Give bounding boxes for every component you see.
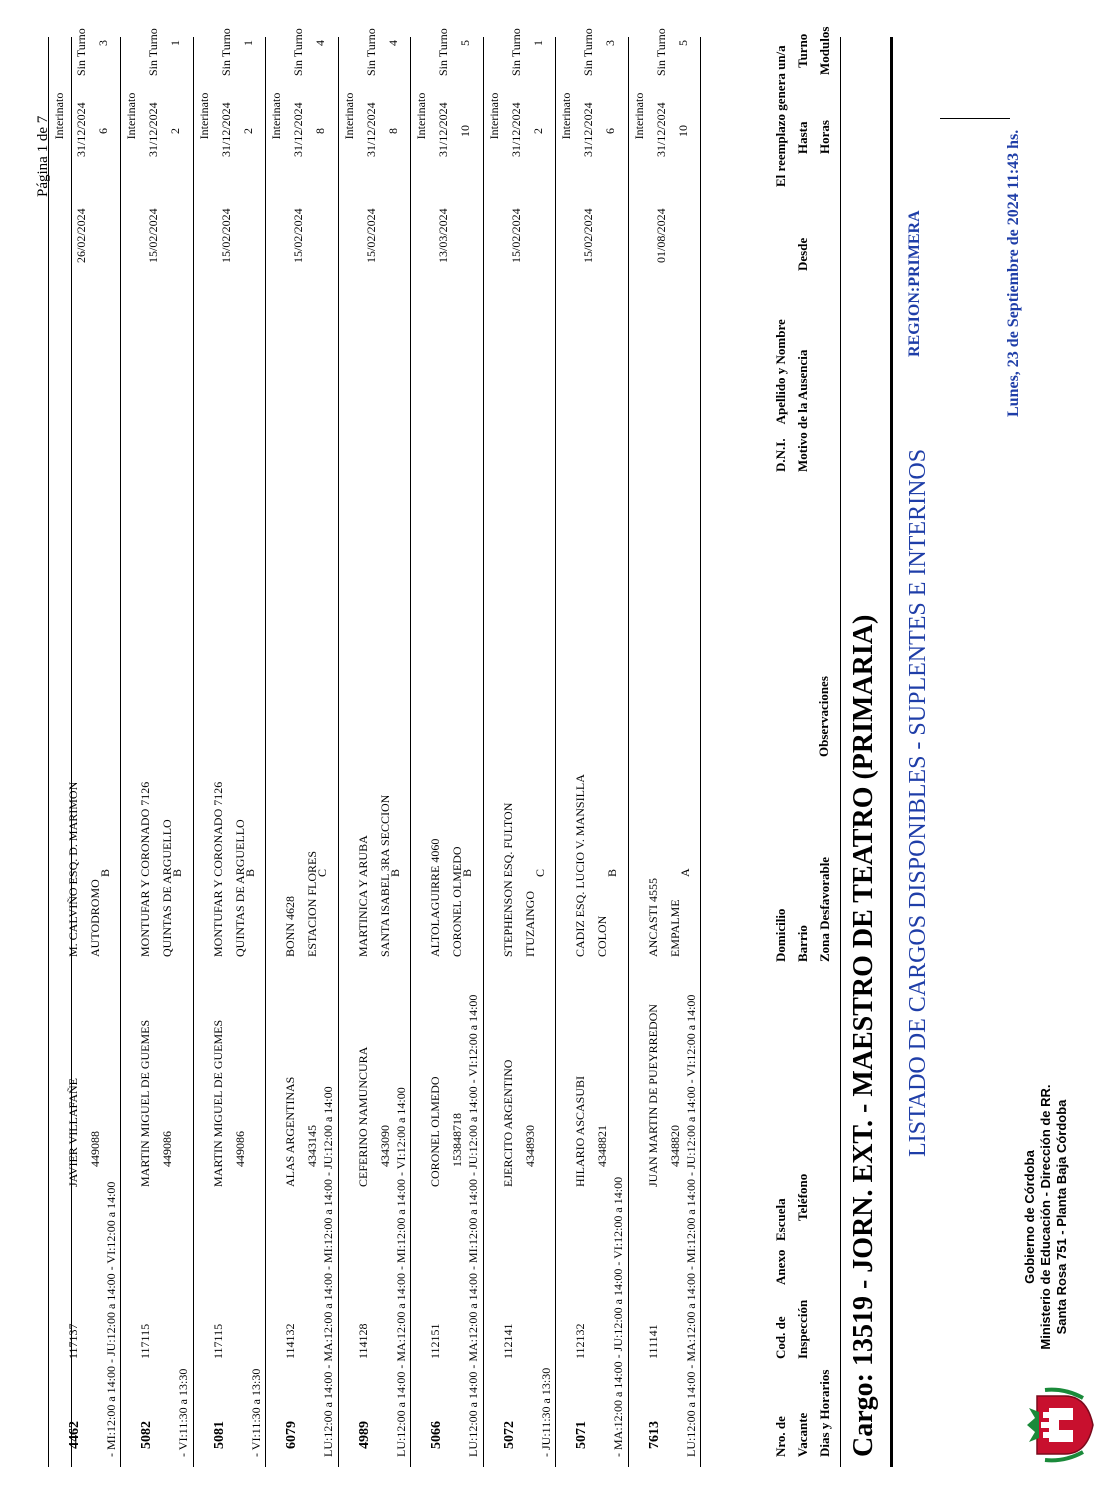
- date-until: 31/12/2024: [291, 102, 305, 157]
- date-from: 15/02/2024: [363, 208, 378, 263]
- date-until: 31/12/2024: [73, 102, 88, 157]
- modules: 5: [458, 40, 472, 46]
- col-reemplazo: El reemplazo genera un/a: [773, 45, 788, 187]
- school-neighborhood: ITUZAINGO: [522, 891, 537, 957]
- hours: 6: [95, 128, 110, 134]
- school-neighborhood: AUTODROMO: [87, 879, 102, 957]
- days-and-hours: LU:12:00 a 14:00 - MA:12:00 a 14:00 - MI:12:00 a 14:00 - JU:12:00 a 14:00 - VI:12:00 a 14:00: [683, 994, 698, 1457]
- col-observaciones: Observaciones: [816, 676, 831, 757]
- school-name: HILARIO ASCASUBI: [573, 1075, 587, 1187]
- date-until: 31/12/2024: [508, 102, 523, 157]
- school-phone: 4348820: [667, 1125, 682, 1167]
- inspection-code: 112132: [573, 1323, 587, 1359]
- org-line-1: Gobierno de Córdoba: [1022, 1150, 1037, 1284]
- unfavorable-zone: C: [532, 868, 547, 877]
- row-separator: [628, 37, 629, 1467]
- modules: 3: [603, 40, 617, 46]
- hours: 6: [603, 128, 617, 134]
- unfavorable-zone: B: [242, 868, 257, 877]
- school-name: JUAN MARTIN DE PUEYRREDON: [645, 1004, 660, 1187]
- school-neighborhood: SANTA ISABEL 3RA SECCION: [377, 794, 392, 957]
- replacement-type: Interinato: [196, 92, 211, 140]
- hours: 10: [458, 125, 472, 137]
- hours: 2: [168, 128, 182, 134]
- report-date: Lunes, 23 de Septiembre de 2024 11:43 hs.: [1005, 129, 1022, 417]
- school-address: CADIZ ESQ. LUCIO V. MANSILLA: [573, 774, 587, 957]
- replacement-type: Interinato: [51, 92, 66, 140]
- date-until: 31/12/2024: [581, 102, 595, 157]
- org-line-3: Santa Rosa 751 - Planta Baja Córdoba: [1054, 1099, 1069, 1335]
- days-and-hours: LU:12:00 a 14:00 - MA:12:00 a 14:00 - MI:12:00 a 14:00 - VI:12:00 a 14:00: [393, 1087, 408, 1457]
- inspection-code: 117137: [65, 1323, 80, 1359]
- unfavorable-zone: B: [605, 868, 619, 877]
- days-and-hours: - VI:11:30 a 13:30: [176, 1368, 190, 1457]
- school-phone: 449086: [232, 1131, 247, 1167]
- school-name: JAVIER VILLAFAÑE: [65, 1077, 80, 1187]
- date-from: 15/02/2024: [508, 208, 523, 263]
- date-until: 31/12/2024: [146, 102, 160, 157]
- school-neighborhood: QUINTAS DE ARGUELLO: [232, 819, 247, 957]
- vacancy-number: 6079: [284, 1421, 299, 1449]
- modules: 1: [240, 40, 255, 46]
- school-name: MARTIN MIGUEL DE GUEMES: [138, 1019, 152, 1187]
- row-separator: [410, 37, 411, 1467]
- page-title: LISTADO DE CARGOS DISPONIBLES - SUPLENTES E INTERINOS: [905, 448, 931, 1157]
- date-from: 15/02/2024: [291, 208, 305, 263]
- date-until: 31/12/2024: [653, 102, 668, 157]
- replacement-type: Interinato: [631, 92, 646, 140]
- unfavorable-zone: B: [387, 868, 402, 877]
- vacancy-number: 5072: [501, 1421, 517, 1449]
- date-from: 15/02/2024: [218, 208, 233, 263]
- unfavorable-zone: C: [315, 868, 329, 877]
- title-rule: [890, 37, 893, 1467]
- modules: 1: [168, 40, 182, 46]
- inspection-code: 112151: [428, 1323, 442, 1359]
- replacement-type: Interinato: [269, 92, 283, 140]
- row-separator: [338, 37, 339, 1467]
- shift: Sin Turno: [291, 28, 305, 76]
- col-domicilio: Domicilio Barrio Zona Desfavorable: [773, 856, 832, 962]
- inspection-code: 117115: [138, 1323, 152, 1359]
- school-neighborhood: CORONEL OLMEDO: [450, 846, 464, 957]
- school-phone: 449088: [87, 1131, 102, 1167]
- replacement-type: Interinato: [559, 92, 573, 140]
- organization-block: [1022, 1057, 1070, 1377]
- date-until: 31/12/2024: [218, 102, 233, 157]
- school-neighborhood: COLON: [595, 915, 609, 957]
- inspection-code: 114128: [355, 1323, 370, 1359]
- school-phone: 449086: [160, 1131, 174, 1167]
- unfavorable-zone: B: [460, 868, 474, 877]
- school-name: CORONEL OLMEDO: [428, 1076, 442, 1187]
- modules: 5: [675, 40, 690, 46]
- row-separator: [48, 37, 49, 1467]
- school-address: MONTUFAR Y CORONADO 7126: [138, 781, 152, 957]
- date-from: 15/02/2024: [581, 208, 595, 263]
- row-separator: [265, 37, 266, 1467]
- org-line-2: Ministerio de Educación - Dirección de RR.: [1038, 1084, 1053, 1350]
- school-phone: 4348930: [522, 1125, 537, 1167]
- hours: 8: [385, 128, 400, 134]
- days-and-hours: - JU:11:30 a 13:30: [538, 1367, 553, 1457]
- shift: Sin Turno: [73, 28, 88, 76]
- date-from: 13/03/2024: [436, 208, 450, 263]
- shift: Sin Turno: [218, 28, 233, 76]
- school-address: BONN 4628: [283, 895, 297, 957]
- col-nro-vacante: Nro. de Vacante: [773, 1412, 810, 1457]
- school-name: MARTIN MIGUEL DE GUEMES: [210, 1019, 225, 1187]
- date-from: 15/02/2024: [146, 208, 160, 263]
- modules: 4: [313, 40, 327, 46]
- replacement-type: Interinato: [341, 92, 356, 140]
- col-cod-inspeccion: Cod. de Inspección: [773, 1299, 810, 1359]
- unfavorable-zone: B: [97, 868, 112, 877]
- header-divider: [940, 118, 1010, 119]
- vacancy-number: 4989: [356, 1421, 372, 1449]
- modules: 4: [385, 40, 400, 46]
- school-address: STEPHENSON ESQ. FULTON: [500, 802, 515, 957]
- modules: 1: [530, 40, 545, 46]
- row-separator: [120, 37, 121, 1467]
- school-name: CEFERINO NAMUNCURA: [355, 1046, 370, 1187]
- school-address: MONTUFAR Y CORONADO 7126: [210, 781, 225, 957]
- school-address: MARTINICA Y ARUBA: [355, 835, 370, 957]
- vacancy-number: 5081: [211, 1421, 227, 1449]
- school-address: M. CALVIÑO ESQ. D. MARIMON: [65, 781, 80, 957]
- hours: 10: [675, 125, 690, 137]
- col-hasta: Hasta Horas: [795, 120, 832, 154]
- days-and-hours: - MI:12:00 a 14:00 - JU:12:00 a 14:00 - VI:12:00 a 14:00: [103, 1181, 118, 1457]
- cordoba-coat-of-arms-logo: [1025, 1388, 1095, 1462]
- replacement-type: Interinato: [486, 92, 501, 140]
- school-phone: 4348821: [595, 1125, 609, 1167]
- date-from: 26/02/2024: [73, 208, 88, 263]
- cargo-heading: Cargo: 13519 - JORN. EXT. - MAESTRO DE TEATRO (PRIMARIA): [848, 614, 879, 1457]
- school-phone: 4343090: [377, 1125, 392, 1167]
- school-address: ANCASTI 4555: [645, 877, 660, 957]
- cargo-rule: [840, 37, 841, 1467]
- vacancy-number: 7613: [646, 1421, 662, 1449]
- inspection-code: 112141: [500, 1323, 515, 1359]
- inspection-code: 117115: [210, 1323, 225, 1359]
- shift: Sin Turno: [363, 28, 378, 76]
- col-turno: Turno Modulos: [795, 26, 832, 75]
- hours: 8: [313, 128, 327, 134]
- vacancy-number: 5082: [139, 1421, 154, 1449]
- shift: Sin Turno: [146, 28, 160, 76]
- region-label: REGION:PRIMERA: [906, 210, 923, 357]
- vacancy-number: 5071: [574, 1421, 589, 1449]
- days-and-hours: - MA:12:00 a 14:00 - JU:12:00 a 14:00 - VI:12:00 a 14:00: [611, 1176, 625, 1457]
- row-separator: [193, 37, 194, 1467]
- hours: 2: [530, 128, 545, 134]
- vacancy-number: 4462: [66, 1421, 82, 1449]
- footer-rule: [71, 37, 72, 1467]
- col-anexo: Anexo: [773, 1249, 788, 1285]
- days-and-hours: LU:12:00 a 14:00 - MA:12:00 a 14:00 - MI:12:00 a 14:00 - JU:12:00 a 14:00 - VI:12:00 a 14:00: [466, 994, 480, 1457]
- shift: Sin Turno: [653, 28, 668, 76]
- row-separator: [483, 37, 484, 1467]
- inspection-code: 111141: [645, 1324, 660, 1359]
- date-until: 31/12/2024: [363, 102, 378, 157]
- col-desde: Desde: [795, 237, 810, 271]
- shift: Sin Turno: [436, 28, 450, 76]
- school-neighborhood: QUINTAS DE ARGUELLO: [160, 819, 174, 957]
- col-dni-apellido: D.N.I.Apellido y Nombre Motivo de la Ausencia: [773, 319, 810, 472]
- modules: 3: [95, 40, 110, 46]
- school-phone: 153848718: [450, 1113, 464, 1167]
- col-dias-horarios: Dias y Horarios: [817, 1369, 832, 1457]
- unfavorable-zone: B: [170, 868, 184, 877]
- school-phone: 4343145: [305, 1125, 319, 1167]
- unfavorable-zone: A: [677, 868, 692, 877]
- days-and-hours: - VI:11:30 a 13:30: [248, 1368, 263, 1457]
- header-rule: [700, 37, 701, 1467]
- page-number: Página 1 de 7: [35, 115, 51, 197]
- replacement-type: Interinato: [414, 92, 428, 140]
- col-escuela: Escuela Teléfono: [773, 1173, 810, 1241]
- date-from: 01/08/2024: [653, 208, 668, 263]
- vacancy-number: 5066: [429, 1421, 444, 1449]
- shift: Sin Turno: [508, 28, 523, 76]
- row-separator: [555, 37, 556, 1467]
- school-address: ALTOLAGUIRRE 4060: [428, 838, 442, 957]
- hours: 2: [240, 128, 255, 134]
- replacement-type: Interinato: [124, 92, 138, 140]
- school-neighborhood: EMPALME: [667, 899, 682, 957]
- shift: Sin Turno: [581, 28, 595, 76]
- days-and-hours: LU:12:00 a 14:00 - MA:12:00 a 14:00 - MI:12:00 a 14:00 - JU:12:00 a 14:00: [321, 1086, 335, 1457]
- inspection-code: 114132: [283, 1323, 297, 1359]
- school-name: ALAS ARGENTINAS: [283, 1076, 297, 1187]
- school-name: EJERCITO ARGENTINO: [500, 1059, 515, 1187]
- date-until: 31/12/2024: [436, 102, 450, 157]
- school-neighborhood: ESTACION FLORES: [305, 850, 319, 957]
